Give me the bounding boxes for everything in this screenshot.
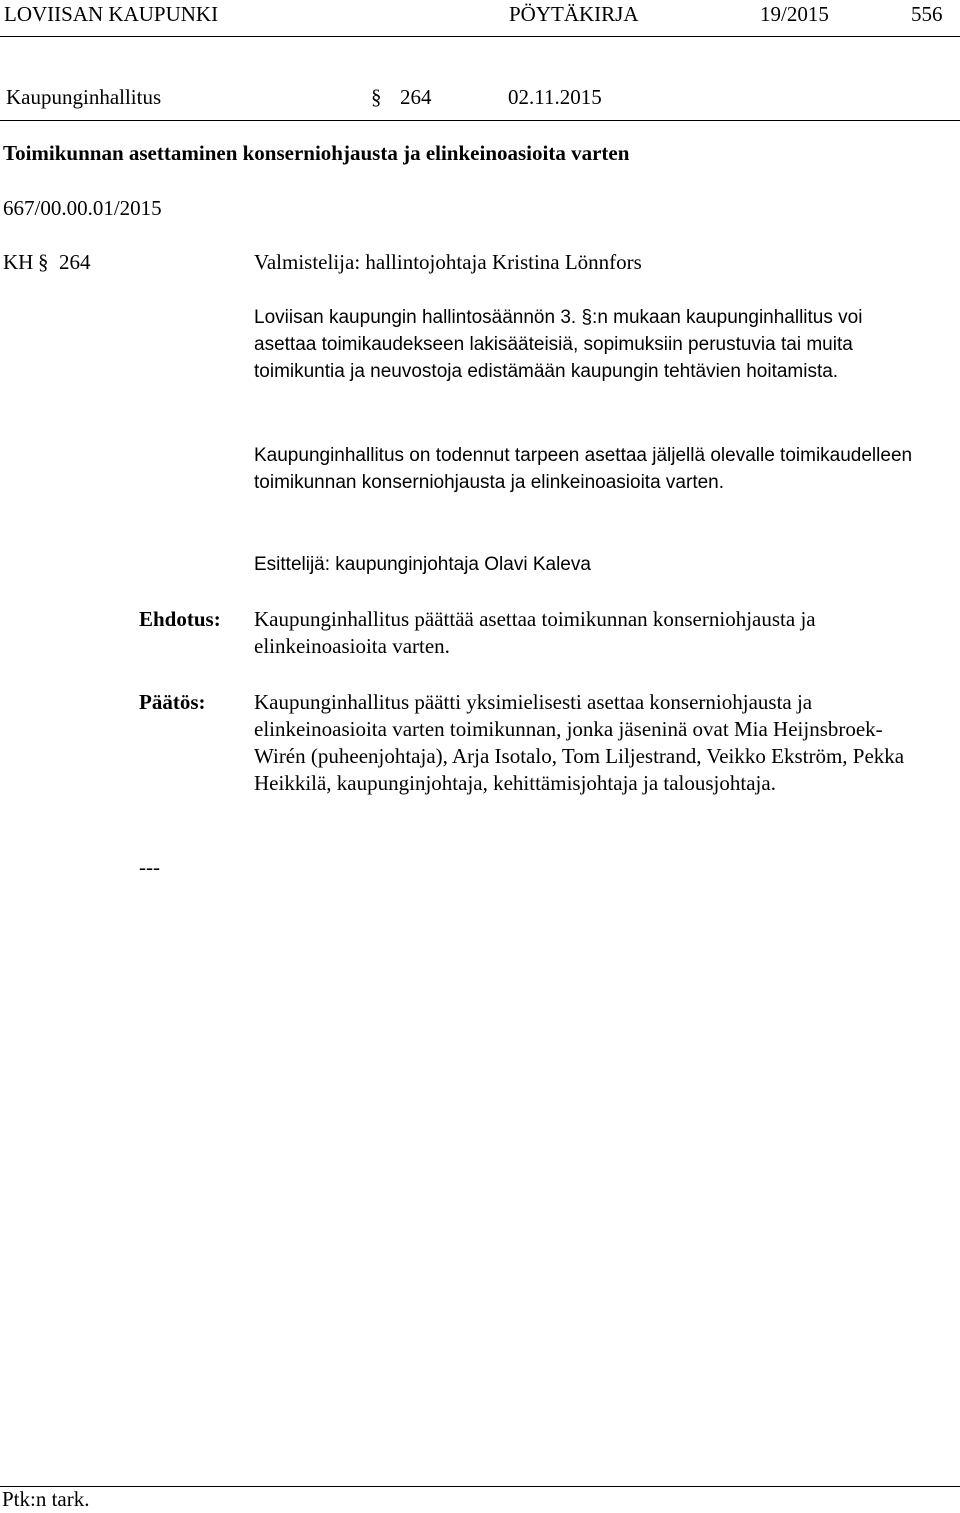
end-marker: --- — [139, 855, 160, 879]
proposal-text: Kaupunginhallitus päättää asettaa toimikunnan konserniohjausta ja elinkeinoasioita varten. — [254, 607, 816, 658]
decision-label: Päätös: — [139, 690, 206, 714]
document-number: 19/2015 — [760, 2, 829, 26]
header-rule — [0, 36, 960, 37]
body-paragraph-2 — [254, 442, 914, 496]
proposal-block — [254, 606, 914, 660]
decision-block — [254, 689, 914, 797]
item-title: Toimikunnan asettaminen konserniohjausta ja elinkeinoasioita varten — [3, 141, 630, 165]
body-paragraph-2-text: Kaupunginhallitus on todennut tarpeen asettaa jäljellä olevalle toimikaudelleen toimikunnan konserniohjausta ja elinkeinoasioita varten. — [254, 445, 913, 493]
preparer-line: Valmistelija: hallintojohtaja Kristina Lönnfors — [254, 250, 642, 274]
decision-text: Kaupunginhallitus päätti yksimielisesti asettaa konserniohjausta ja elinkeinoasioita varten toimikunnan, jonka jäseninä ovat Mia Heijnsbroek-Wirén (puheenjohtaja), Arja Isotalo, Tom Liljestrand, Veikko Ekström, Pekka Heikkilä, kaupunginjohtaja, kehittämisjohtaja ja talousjohtaja. — [254, 690, 905, 795]
meeting-date: 02.11.2015 — [508, 85, 602, 109]
document-type: PÖYTÄKIRJA — [509, 2, 639, 26]
meeting-rule — [0, 120, 960, 121]
verification-label: Ptk:n tark. — [2, 1487, 90, 1511]
presenter-line: Esittelijä: kaupunginjohtaja Olavi Kaleva — [254, 554, 591, 575]
item-ref-prefix: KH — [3, 250, 34, 274]
page-number: 556 — [911, 2, 943, 26]
city-name: LOVIISAN KAUPUNKI — [4, 2, 219, 26]
section-sign-icon: § — [371, 85, 382, 109]
footer-rule — [0, 1486, 960, 1487]
proposal-label: Ehdotus: — [139, 607, 221, 631]
item-section-sign-icon: § — [38, 250, 49, 274]
diary-number: 667/00.00.01/2015 — [3, 196, 162, 220]
item-ref-number: 264 — [59, 250, 91, 274]
meeting-section: 264 — [400, 85, 432, 109]
body-paragraph-1-text: Loviisan kaupungin hallintosäännön 3. §:n mukaan kaupunginhallitus voi asettaa toimikaudekseen lakisääteisiä, sopimuksiin perustuvia tai muita toimikuntia ja neuvostoja edistämään kaupungin tehtävien hoitamista. — [254, 307, 863, 382]
meeting-body: Kaupunginhallitus — [6, 85, 162, 109]
body-paragraph-1 — [254, 304, 914, 385]
